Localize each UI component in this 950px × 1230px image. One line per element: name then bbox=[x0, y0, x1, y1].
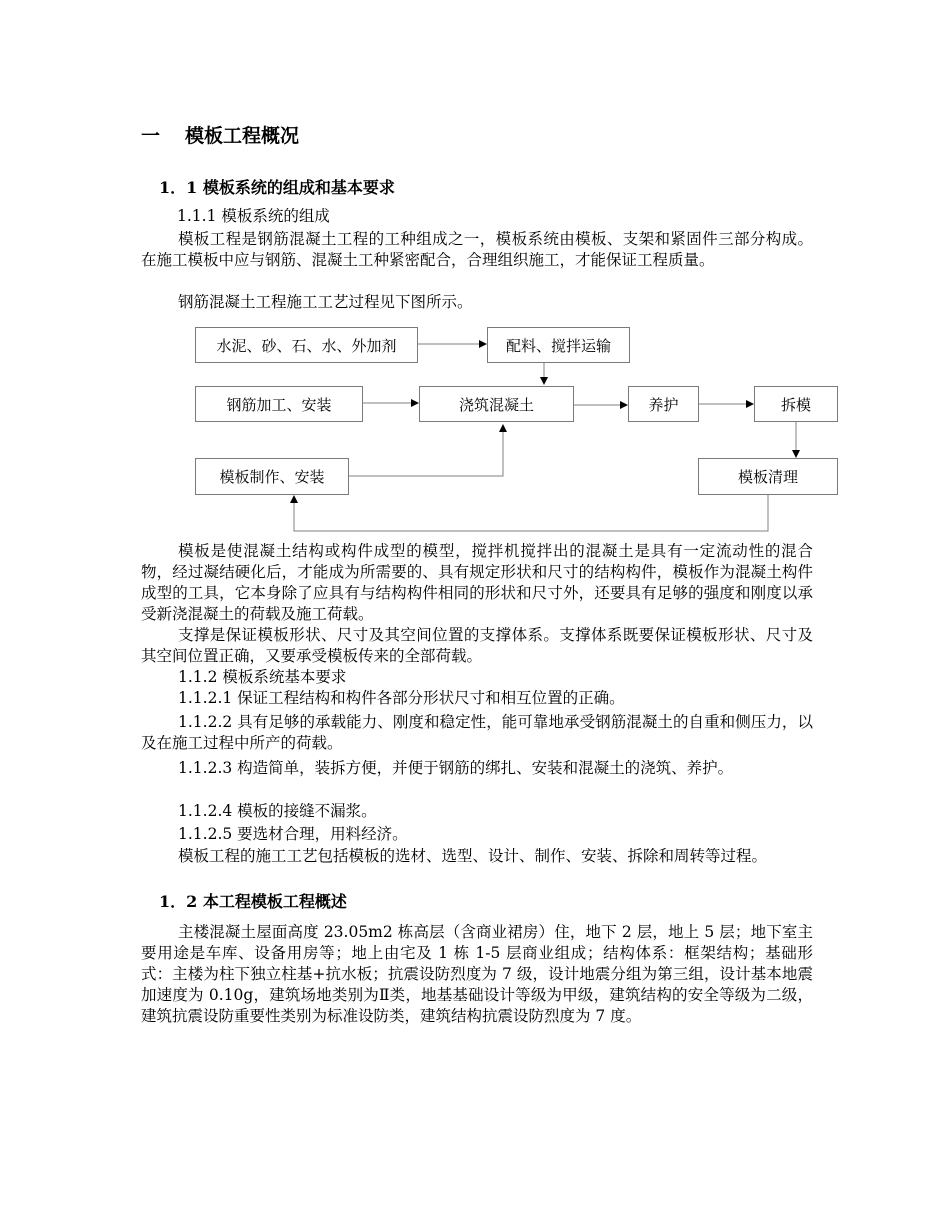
flow-box-mix: 配料、搅拌运输 bbox=[487, 327, 630, 363]
flow-box-strip: 拆模 bbox=[754, 386, 838, 422]
paragraph-support: 支撑是保证模板形状、尺寸及其空间位置的支撑体系。支撑体系既要保证模板形状、尺寸及其空间位置正确，又要承受模板传来的全部荷载。 bbox=[141, 626, 813, 665]
flow-box-cement: 水泥、砂、石、水、外加剂 bbox=[195, 327, 418, 363]
flow-box-clean: 模板清理 bbox=[698, 458, 838, 495]
paragraph-process: 模板工程的施工工艺包括模板的选材、选型、设计、制作、安装、拆除和周转等过程。 bbox=[178, 847, 768, 865]
flow-box-formwork: 模板制作、安装 bbox=[195, 458, 349, 495]
section-number: 一 bbox=[141, 125, 161, 147]
requirement-5: 1.1.2.5 要选材合理，用料经济。 bbox=[178, 825, 408, 843]
requirement-4: 1.1.2.4 模板的接缝不漏浆。 bbox=[178, 802, 377, 820]
requirement-2: 1.1.2.2 具有足够的承载能力、刚度和稳定性，能可靠地承受钢筋混凝土的自重和侧压力，以及在施工过程中所产的荷载。 bbox=[141, 713, 813, 752]
section-title: 模板工程概况 bbox=[185, 125, 300, 147]
subsubsection-heading-1-1-1: 1.1.1 模板系统的组成 bbox=[177, 207, 330, 225]
flow-box-pour: 浇筑混凝土 bbox=[419, 386, 574, 422]
paragraph-intro: 模板工程是钢筋混凝土工程的工种组成之一，模板系统由模板、支架和紧固件三部分构成。在施工模板中应与钢筋、混凝土工种紧密配合，合理组织施工，才能保证工程质量。 bbox=[141, 230, 813, 269]
paragraph-project-overview: 主楼混凝土屋面高度 23.05m2 栋高层（含商业裙房）住，地下 2 层，地上 5 层；地下室主要用途是车库、设备用房等；地上由宅及 1 栋 1-5 层商业组成；结构体系：框架结构；基础形式：主楼为柱下独立柱基+抗水板；抗震设防烈度为 7 级，设计地震分组为第三组，设计基本地震加速度为 0.10g，建筑场地类别为Ⅱ类，地基基础设计等级为甲级，建筑结构的安全等级为二级，建筑抗震设防重要性类别为标准设防类，建筑结构抗震设防烈度为 7 度。 bbox=[141, 923, 813, 1025]
paragraph-flow-reference: 钢筋混凝土工程施工工艺过程见下图所示。 bbox=[178, 293, 473, 311]
flow-box-rebar: 钢筋加工、安装 bbox=[195, 386, 363, 422]
paragraph-formwork-definition: 模板是使混凝土结构或构件成型的模型，搅拌机搅拌出的混凝土是具有一定流动性的混合物，经过凝结硬化后，才能成为所需要的、具有规定形状和尺寸的结构构件，模板作为混凝土构件成型的工具，它本身除了应具有与结构构件相同的形状和尺寸外，还要具有足够的强度和刚度以承受新浇混凝土的荷载及施工荷载。 bbox=[141, 542, 813, 623]
subsubsection-heading-1-1-2: 1.1.2 模板系统基本要求 bbox=[178, 668, 347, 686]
requirement-3: 1.1.2.3 构造简单，装拆方便，并便于钢筋的绑扎、安装和混凝土的浇筑、养护。 bbox=[178, 759, 734, 777]
flow-box-cure: 养护 bbox=[628, 386, 699, 422]
subsection-heading-1-2: 1．2 本工程模板工程概述 bbox=[159, 892, 347, 911]
subsection-heading-1-1: 1．1 模板系统的组成和基本要求 bbox=[159, 178, 395, 197]
arrow-formwork-to-pour bbox=[349, 425, 503, 476]
arrow-clean-to-formwork bbox=[294, 495, 768, 531]
requirement-1: 1.1.2.1 保证工程结构和构件各部分形状尺寸和相互位置的正确。 bbox=[178, 689, 625, 707]
